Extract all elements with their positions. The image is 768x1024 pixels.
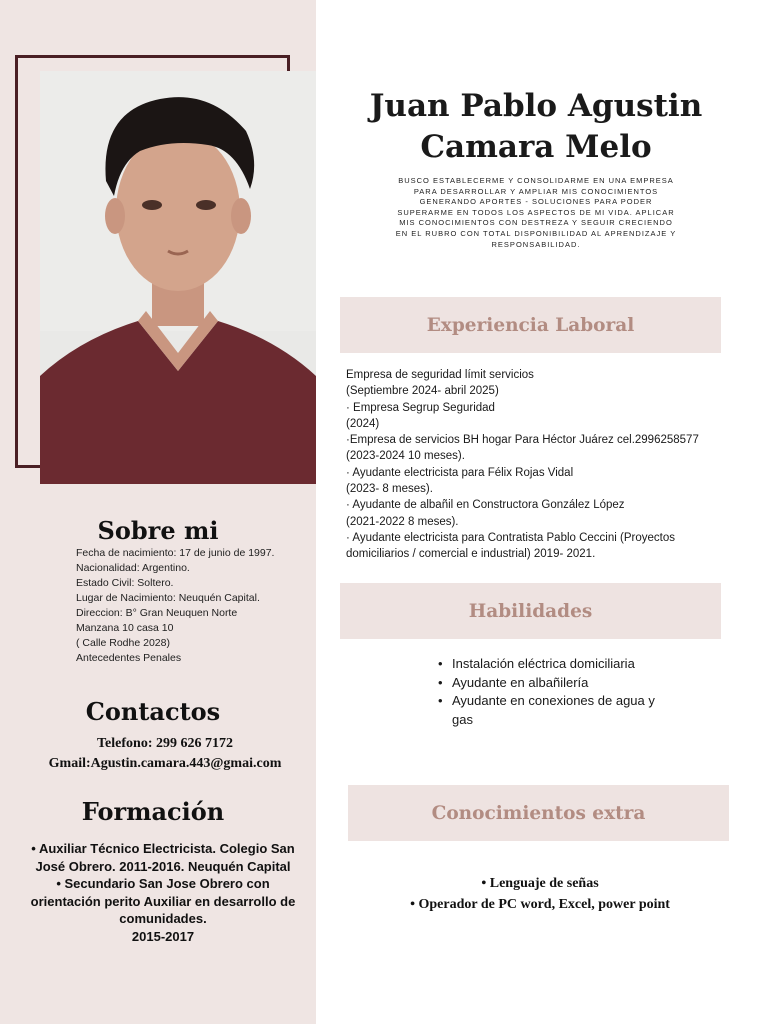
page-title bbox=[340, 86, 732, 168]
formation-item: • Secundario San Jose Obrero con orientación perito Auxiliar en desarrollo de comunidades. bbox=[30, 876, 296, 926]
name-line-2: Camara Melo bbox=[420, 129, 652, 165]
profile-photo bbox=[40, 71, 316, 484]
about-street: ( Calle Rodhe 2028) bbox=[76, 637, 170, 649]
experience-item: (2023- 8 meses). bbox=[346, 483, 433, 496]
contact-email: Gmail:Agustin.camara.443@gmai.com bbox=[48, 756, 282, 771]
extra-item: • Lenguaje de señas bbox=[481, 876, 599, 891]
bullet-icon: • bbox=[438, 693, 443, 709]
extra-knowledge-list bbox=[340, 874, 740, 915]
skills-title: Habilidades bbox=[340, 583, 721, 639]
about-list bbox=[76, 546, 276, 666]
experience-item: Empresa de seguridad límit servicios bbox=[346, 369, 534, 381]
objective-text: BUSCO ESTABLECERME Y CONSOLIDARME EN UNA EMPRESA PARA DESARROLLAR Y AMPLIAR MIS CONOCIMIENTOS GENERANDO APORTES - SOLUCIONES PARA PODER SUPERARME EN TODOS LOS ASPECTOS DE MI VIDA. APLICAR MIS CONOCIMIENTOS CON DESTREZA Y SEGUIR CRECIENDO EN EL RUBRO CON TOTAL DISPONIBILIDAD AL APRENDIZAJE Y RESPONSABILIDAD. bbox=[395, 176, 677, 249]
experience-title: Experiencia Laboral bbox=[340, 297, 721, 353]
about-address: Direccion: B° Gran Neuquen Norte Manzana 10 casa 10 bbox=[76, 607, 238, 634]
about-criminal-record: Antecedentes Penales bbox=[76, 652, 182, 664]
experience-item: (2021-2022 8 meses). bbox=[346, 515, 459, 528]
name-line-1: Juan Pablo Agustin bbox=[369, 88, 703, 124]
experience-list bbox=[346, 367, 718, 563]
formation-item: 2015-2017 bbox=[131, 928, 195, 944]
experience-item: · Empresa Segrup Seguridad bbox=[346, 401, 495, 414]
contact-phone: Telefono: 299 626 7172 bbox=[97, 736, 233, 751]
about-marital-status: Estado Civil: Soltero. bbox=[76, 577, 174, 589]
experience-item: · Ayudante electricista para Félix Rojas Vidal bbox=[346, 466, 574, 479]
experience-item: · Ayudante electricista para Contratista Pablo Ceccini (Proyectos domiciliarios / comercial e industrial) 2019- 2021. bbox=[346, 531, 675, 561]
experience-item: ·Empresa de servicios BH hogar Para Héctor Juárez cel.2996258577 bbox=[346, 434, 699, 447]
about-title: Sobre mi bbox=[97, 516, 219, 545]
experience-item: (2024) bbox=[346, 417, 380, 430]
bullet-icon: • bbox=[438, 656, 443, 671]
about-birthdate: Fecha de nacimiento: 17 de junio de 1997. bbox=[76, 547, 275, 559]
skill-item bbox=[438, 655, 658, 674]
formation-list bbox=[20, 840, 306, 945]
person-portrait-icon bbox=[40, 71, 316, 484]
bullet-icon: • bbox=[438, 674, 443, 690]
formation-item: • Auxiliar Técnico Electricista. Colegio San José Obrero. 2011-2016. Neuquén Capital bbox=[31, 841, 295, 874]
experience-item: (2023-2024 10 meses). bbox=[346, 450, 465, 463]
extra-item: • Operador de PC word, Excel, power point bbox=[410, 896, 670, 912]
skill-label: Ayudante en conexiones de agua y gas bbox=[452, 693, 655, 727]
about-birthplace: Lugar de Nacimiento: Neuquén Capital. bbox=[76, 592, 260, 604]
about-nationality: Nacionalidad: Argentino. bbox=[76, 562, 190, 574]
skill-item bbox=[438, 674, 658, 693]
skill-label: Instalación eléctrica domiciliaria bbox=[452, 656, 635, 671]
skills-list bbox=[438, 655, 658, 729]
experience-item: · Ayudante de albañil en Constructora González López bbox=[346, 499, 625, 512]
skill-item bbox=[438, 692, 658, 729]
contacts-title: Contactos bbox=[85, 697, 221, 726]
formation-title: Formación bbox=[81, 797, 225, 826]
skill-label: Ayudante en albañilería bbox=[452, 674, 589, 690]
experience-item: (Septiembre 2024- abril 2025) bbox=[346, 385, 499, 398]
extra-knowledge-title: Conocimientos extra bbox=[348, 785, 729, 841]
